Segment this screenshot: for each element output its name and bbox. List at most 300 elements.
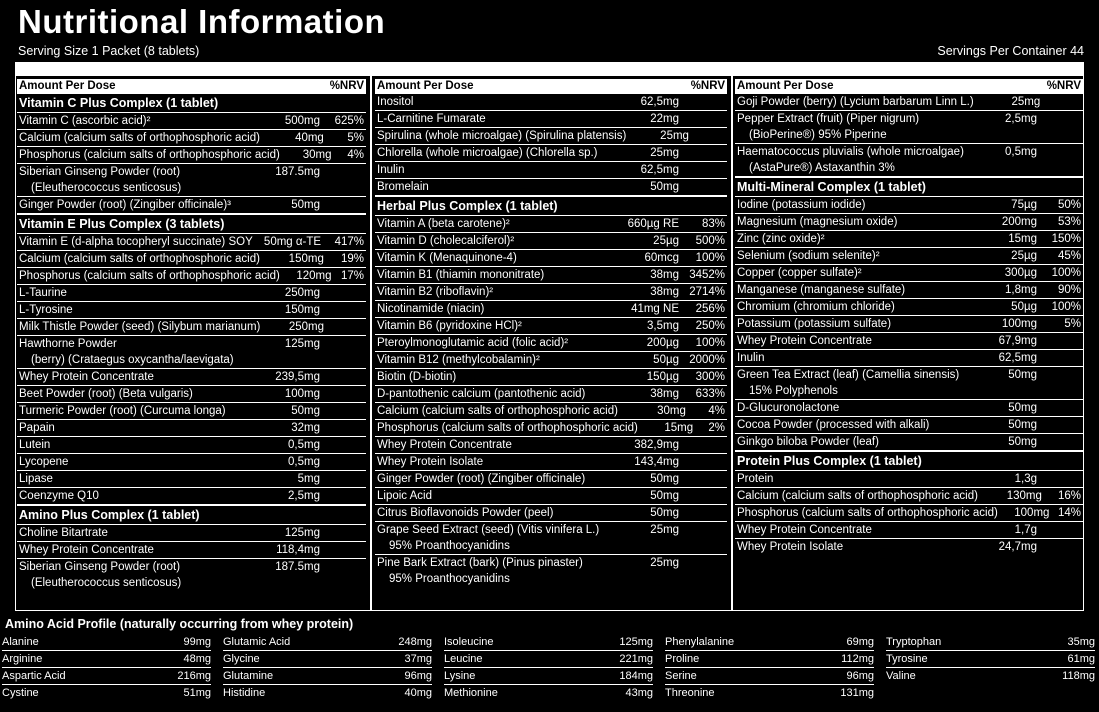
nutrient-amount: 67,9mg [998, 335, 1037, 347]
nutrient-row [375, 385, 727, 402]
amino-name: Tryptophan [886, 636, 942, 648]
nutrient-amount: 300µg [1004, 267, 1037, 279]
nutrient-name [737, 94, 974, 110]
amino-amount: 40mg [404, 687, 432, 699]
nutrient-name-text: L-Carnitine Fumarate [377, 113, 486, 125]
nutrient-row [735, 230, 1083, 247]
nutrient-row [735, 281, 1083, 298]
nutrient-row [735, 504, 1083, 521]
nutrient-row [17, 524, 366, 541]
nutrient-name-text: Papain [19, 422, 55, 434]
nutrient-amount: 38mg [650, 269, 679, 281]
nutrient-amount: 250mg [284, 287, 320, 299]
nutrient-name-text: Inulin [737, 352, 765, 364]
nutrient-row [375, 110, 727, 127]
nutrient-row [17, 318, 366, 335]
amino-name: Arginine [2, 653, 43, 665]
nutrient-row [735, 213, 1083, 230]
nutrient-name [19, 420, 250, 436]
nutrient-amount: 120mg [296, 270, 332, 282]
amino-row [2, 651, 211, 668]
amino-name: Leucine [444, 653, 483, 665]
column-1 [17, 79, 366, 591]
nutrient-row [17, 335, 366, 368]
nutrient-name-text: Lipoic Acid [377, 490, 432, 502]
nutrient-name [737, 333, 965, 349]
nutrient-name-text: Iodine (potassium iodide) [737, 199, 866, 211]
nutrient-name-text: Calcium (calcium salts of orthophosphoric acid) [737, 490, 978, 502]
nutrient-name-sub: 15% Polyphenols [749, 385, 838, 397]
amino-amount: 221mg [619, 653, 653, 665]
nutrient-name-text: Vitamin E (d-alpha tocopheryl succinate) SOY [19, 236, 253, 248]
nutrient-amount: 100mg [1014, 507, 1050, 519]
nutrient-amount: 50mg [1008, 436, 1037, 448]
nutrient-name [737, 367, 965, 399]
nutrient-row [375, 300, 727, 317]
nutrient-name [377, 301, 599, 317]
nutrient-name-text: Calcium (calcium salts of orthophosphoric acid) [377, 405, 618, 417]
amino-amount: 125mg [619, 636, 653, 648]
nutrient-amount: 3,5mg [647, 320, 679, 332]
nutrient-row [375, 161, 727, 178]
nutrient-name-sub: 95% Proanthocyanidins [389, 540, 510, 552]
nutrient-nrv: 150% [1051, 233, 1081, 245]
amino-amount: 35mg [1067, 636, 1095, 648]
nutrient-name-text: Phosphorus (calcium salts of orthophosphoric acid) [377, 422, 638, 434]
nutrient-name-text: Pteroylmonoglutamic acid (folic acid)² [377, 337, 569, 349]
nutrient-amount: 118,4mg [276, 544, 320, 556]
nutrient-amount: 200mg [1001, 216, 1037, 228]
nutrient-name-text: Phosphorus (calcium salts of orthophosphoric acid) [19, 270, 280, 282]
nutrient-amount: 0,5mg [1005, 146, 1037, 158]
amino-amount: 51mg [183, 687, 211, 699]
nutrient-row [735, 264, 1083, 281]
nutrient-amount: 187.5mg [275, 561, 320, 573]
nutrient-name-text: Grape Seed Extract (seed) (Vitis vinifera L.) [377, 524, 600, 536]
nutrient-name [19, 488, 250, 504]
nutrient-amount: 1,7g [1014, 524, 1037, 536]
nutrient-name-text: Goji Powder (berry) (Lycium barbarum Linn L.) [737, 96, 974, 108]
nutrient-name [377, 233, 599, 249]
nutrient-amount: 32mg [291, 422, 320, 434]
nutrient-name [19, 285, 250, 301]
amino-amount: 216mg [177, 670, 211, 682]
nutrient-name [19, 197, 250, 213]
nutrient-name [737, 505, 998, 521]
nutrient-amount: 50mg [291, 405, 320, 417]
nutrient-nrv: 2714% [689, 286, 725, 298]
nutrient-name [377, 267, 599, 283]
nutrient-name [737, 471, 965, 487]
nutrient-row [375, 94, 727, 110]
nutrient-amount: 15mg [1008, 233, 1037, 245]
amino-amount: 61mg [1067, 653, 1095, 665]
nutrient-nrv: 53% [1057, 216, 1081, 228]
nutrient-amount: 25mg [650, 524, 680, 536]
nutrient-name-text: Siberian Ginseng Powder (root) [19, 561, 181, 573]
nutrient-nrv: 250% [695, 320, 725, 332]
amino-amount: 48mg [183, 653, 211, 665]
nutrient-amount: 660µg RE [627, 218, 679, 230]
nutrient-name [737, 488, 978, 504]
nutrient-row [735, 349, 1083, 366]
nutrient-row [375, 232, 727, 249]
nutrient-row [735, 399, 1083, 416]
nutrient-amount: 100mg [284, 388, 320, 400]
nutrient-name [19, 302, 250, 318]
nutrient-amount: 125mg [284, 527, 320, 539]
nutrient-name-text: Vitamin A (beta carotene)² [377, 218, 510, 230]
nutrient-name [19, 130, 260, 146]
nutrient-name [377, 250, 599, 266]
nutrient-amount: 187.5mg [275, 166, 320, 178]
nutrient-name [377, 318, 599, 334]
nutrient-amount: 50mg [650, 490, 679, 502]
nutrient-row [17, 368, 366, 385]
nutrient-row [17, 470, 366, 487]
nutrient-name-text: Ginkgo biloba Powder (leaf) [737, 436, 879, 448]
nutrient-row [17, 250, 366, 267]
nutrient-row [375, 351, 727, 368]
amino-name: Isoleucine [444, 636, 494, 648]
nutrient-name-text: Copper (copper sulfate)² [737, 267, 862, 279]
section-title: Amino Plus Complex (1 tablet) [17, 504, 366, 524]
nutrient-amount: 41mg NE [631, 303, 679, 315]
nutrient-name [737, 248, 965, 264]
nutrient-row [375, 504, 727, 521]
nutrient-name [377, 162, 599, 178]
amino-amount: 112mg [841, 653, 874, 665]
nrv-label: %NRV [1046, 80, 1081, 92]
amino-row [886, 651, 1095, 668]
nutrient-name [19, 437, 250, 453]
nutrient-name [377, 128, 626, 144]
section-title: Vitamin E Plus Complex (3 tablets) [17, 213, 366, 233]
amino-amount: 99mg [183, 636, 211, 648]
nutrient-name-text: Vitamin B6 (pyridoxine HCl)² [377, 320, 522, 332]
nutrient-row [17, 233, 366, 250]
nutrient-name-text: Vitamin D (cholecalciferol)² [377, 235, 515, 247]
nutrient-name-text: Pine Bark Extract (bark) (Pinus pinaster) [377, 557, 583, 569]
amino-row [665, 668, 874, 685]
amino-row [444, 685, 653, 701]
nutrient-nrv: 5% [1064, 318, 1081, 330]
nutrient-name [19, 525, 250, 541]
nutrient-name-text: Choline Bitartrate [19, 527, 108, 539]
nutrient-name [19, 559, 250, 591]
nutrient-nrv: 100% [695, 252, 725, 264]
nutrient-row [735, 521, 1083, 538]
nutrient-nrv: 2% [708, 422, 725, 434]
amino-name: Proline [665, 653, 700, 665]
nutrient-name [19, 542, 250, 558]
nutrient-amount: 30mg [657, 405, 686, 417]
amino-name: Tyrosine [886, 653, 928, 665]
nutrient-amount: 50mg [291, 199, 320, 211]
nutrient-amount: 75µg [1011, 199, 1037, 211]
amino-name: Phenylalanine [665, 636, 735, 648]
nutrient-name-text: Whey Protein Concentrate [19, 371, 154, 383]
amino-row [444, 651, 653, 668]
servings-per-container: Servings Per Container 44 [937, 44, 1084, 58]
nutrient-name-text: Nicotinamide (niacin) [377, 303, 485, 315]
nutrient-amount: 40mg [295, 132, 324, 144]
nutrient-name [377, 403, 618, 419]
nutrient-nrv: 83% [701, 218, 725, 230]
nutrient-name [19, 113, 250, 129]
amino-name: Glutamic Acid [223, 636, 291, 648]
nutrient-name-text: Whey Protein Isolate [377, 456, 484, 468]
nutrient-row [375, 402, 727, 419]
nutrient-name-sub: 95% Proanthocyanidins [389, 573, 510, 585]
nutrient-nrv: 4% [708, 405, 725, 417]
nutrient-name-text: Whey Protein Isolate [737, 541, 844, 553]
nutrient-name [377, 437, 599, 453]
nutrient-nrv: 50% [1057, 199, 1081, 211]
nutrient-name-text: Inulin [377, 164, 405, 176]
nutrient-row [17, 129, 366, 146]
nutrient-name [377, 505, 599, 521]
nutrient-name-text: Vitamin B2 (riboflavin)² [377, 286, 494, 298]
nutrient-amount: 150µg [646, 371, 679, 383]
amino-column [665, 634, 874, 701]
nutrient-row [17, 402, 366, 419]
amino-amount: 37mg [404, 653, 432, 665]
nutrient-name-text: Beet Powder (root) (Beta vulgaris) [19, 388, 193, 400]
nutrient-row [375, 266, 727, 283]
amino-row [223, 668, 432, 685]
nutrient-name [377, 522, 599, 554]
nutrient-row [375, 334, 727, 351]
nutrient-amount: 500mg [284, 115, 320, 127]
nutrient-row [17, 112, 366, 129]
nutrient-name [737, 197, 965, 213]
amino-row [444, 634, 653, 651]
nutrient-nrv: 100% [1051, 301, 1081, 313]
nutrient-amount: 143,4mg [634, 456, 679, 468]
amino-name: Lysine [444, 670, 476, 682]
nutrient-name [737, 400, 965, 416]
nutrient-name-text: Manganese (manganese sulfate) [737, 284, 906, 296]
nutrient-name [737, 316, 965, 332]
nutrient-name [377, 454, 599, 470]
nutrient-amount: 24,7mg [998, 541, 1037, 553]
nutrient-name [377, 555, 599, 587]
amino-row [2, 685, 211, 701]
amino-amount: 184mg [619, 670, 653, 682]
nutrient-nrv: 14% [1057, 507, 1081, 519]
column-header [375, 79, 727, 94]
nutrient-amount: 25mg [1011, 96, 1041, 108]
amino-row [444, 668, 653, 685]
amino-column [444, 634, 653, 701]
nutrient-name [377, 145, 599, 161]
nutrient-name [19, 454, 250, 470]
nutrient-row [17, 487, 366, 504]
nutrient-nrv: 417% [334, 236, 364, 248]
nutrient-amount: 38mg [650, 286, 679, 298]
nutrient-amount: 1,3g [1014, 473, 1037, 485]
nutrient-amount: 60mcg [644, 252, 679, 264]
nutrient-row [375, 215, 727, 232]
section-title: Vitamin C Plus Complex (1 tablet) [19, 96, 219, 110]
nutrient-amount: 30mg [302, 149, 332, 161]
amino-name: Valine [886, 670, 916, 682]
nutrient-name-text: Haematococcus pluvialis (whole microalgae) [737, 146, 964, 158]
nutrient-nrv: 3452% [689, 269, 725, 281]
nutrient-nrv: 256% [695, 303, 725, 315]
nutrient-name-text: Vitamin C (ascorbic acid)² [19, 115, 151, 127]
nutrient-row [17, 541, 366, 558]
nutrient-nrv: 5% [347, 132, 364, 144]
nutrient-nrv: 633% [695, 388, 725, 400]
amino-row [665, 685, 874, 701]
nutrient-amount: 22mg [650, 113, 679, 125]
amino-row [886, 668, 1095, 684]
nutrient-amount: 50mg [1008, 402, 1037, 414]
amino-row [2, 668, 211, 685]
amino-row [223, 685, 432, 701]
nutrient-row [735, 366, 1083, 399]
nutrient-amount: 150mg [288, 253, 324, 265]
nutrient-name [377, 179, 599, 195]
nutrient-name [737, 539, 965, 555]
nutrient-amount: 125mg [284, 338, 320, 350]
nutrient-name-text: Whey Protein Concentrate [377, 439, 512, 451]
nutrient-name [19, 251, 260, 267]
page-title: Nutritional Information [18, 3, 386, 40]
nutrient-amount: 62,5mg [998, 352, 1037, 364]
nutrient-name-text: Whey Protein Concentrate [737, 524, 872, 536]
nutrient-row [375, 554, 727, 587]
nutrient-row [17, 436, 366, 453]
nutrient-name [377, 352, 599, 368]
nutrient-row [375, 521, 727, 554]
column-header [735, 79, 1083, 94]
nutrient-nrv: 17% [340, 270, 364, 282]
nutrient-name-text: Magnesium (magnesium oxide) [737, 216, 898, 228]
nutrient-name-text: Cocoa Powder (processed with alkali) [737, 419, 930, 431]
nutrient-amount: 25mg [650, 147, 679, 159]
nutrient-name-text: Protein [737, 473, 774, 485]
nutrient-name [19, 319, 260, 335]
nutrient-name-text: Coenzyme Q10 [19, 490, 99, 502]
nutrient-name-text: Calcium (calcium salts of orthophosphoric acid) [19, 132, 260, 144]
column-3 [735, 79, 1083, 555]
nutrient-row [735, 110, 1083, 143]
nutrient-row [735, 196, 1083, 213]
nutrient-amount: 50µg [653, 354, 679, 366]
nutrient-name [377, 386, 599, 402]
amino-column [223, 634, 432, 701]
nutrient-name-text: Vitamin K (Menaquinone-4) [377, 252, 517, 264]
nutrient-name-text: Zinc (zinc oxide)² [737, 233, 825, 245]
amino-amount: 118mg [1062, 670, 1095, 682]
amino-name: Methionine [444, 687, 498, 699]
nutrient-row [17, 558, 366, 591]
nutrient-name-text: Pepper Extract (fruit) (Piper nigrum) [737, 113, 920, 125]
nutrient-name-text: D-pantothenic calcium (pantothenic acid) [377, 388, 586, 400]
nutrient-name [737, 434, 965, 450]
nutrient-name-text: Green Tea Extract (leaf) (Camellia sinensis) [737, 369, 960, 381]
nutrient-amount: 0,5mg [288, 456, 320, 468]
nutrient-nrv: 500% [695, 235, 725, 247]
amino-amount: 69mg [846, 636, 874, 648]
nrv-label: %NRV [329, 80, 364, 92]
nutrient-name-text: Whey Protein Concentrate [19, 544, 154, 556]
nutrient-name-text: Spirulina (whole microalgae) (Spirulina platensis) [377, 130, 627, 142]
nutrient-amount: 62,5mg [640, 164, 679, 176]
nutrient-row [735, 332, 1083, 349]
nutrient-name-text: Vitamin B12 (methylcobalamin)² [377, 354, 540, 366]
nutrient-row [17, 267, 366, 284]
amino-row [2, 634, 211, 651]
serving-size: Serving Size 1 Packet (8 tablets) [18, 44, 200, 58]
nutrient-name [19, 369, 250, 385]
nutrient-row [375, 178, 727, 195]
nutrient-name [737, 522, 965, 538]
nutrient-nrv: 2000% [689, 354, 725, 366]
nutrient-name [377, 420, 638, 436]
nutrient-name-text: Hawthorne Powder [19, 338, 117, 350]
amino-row [886, 634, 1095, 651]
amino-row [223, 651, 432, 668]
nutrient-row [375, 453, 727, 470]
nutrient-name-text: Phosphorus (calcium salts of orthophosphoric acid) [737, 507, 998, 519]
nutrient-name-text: Citrus Bioflavonoids Powder (peel) [377, 507, 554, 519]
nutrient-amount: 25µg [653, 235, 679, 247]
nutrient-name-text: Potassium (potassium sulfate) [737, 318, 892, 330]
nutrient-name [19, 403, 250, 419]
nutrient-row [375, 419, 727, 436]
amino-name: Glutamine [223, 670, 274, 682]
nutrient-amount: 50mg [650, 181, 679, 193]
nutrient-name-text: Ginger Powder (root) (Zingiber officinale)³ [19, 199, 231, 211]
nutrient-name-text: Inositol [377, 96, 414, 108]
nutrient-name [19, 147, 280, 163]
nutrient-row [17, 163, 366, 196]
nutrient-amount: 2,5mg [288, 490, 320, 502]
nutrient-name-text: Vitamin B1 (thiamin mononitrate) [377, 269, 545, 281]
amino-row [665, 634, 874, 651]
amino-row [665, 651, 874, 668]
nutrient-amount: 2,5mg [1005, 113, 1037, 125]
nutrient-name [377, 488, 599, 504]
nutrient-amount: 130mg [1006, 490, 1042, 502]
amino-name: Threonine [665, 687, 715, 699]
nutrient-name [19, 164, 250, 196]
nutrient-nrv: 300% [695, 371, 725, 383]
nutrient-row [375, 249, 727, 266]
nutrient-name-text: Chlorella (whole microalgae) (Chlorella sp.) [377, 147, 598, 159]
amino-name: Aspartic Acid [2, 670, 66, 682]
amino-name: Alanine [2, 636, 39, 648]
nutrient-nrv: 16% [1057, 490, 1081, 502]
nutrient-nrv: 19% [340, 253, 364, 265]
nutrient-name-text: Lutein [19, 439, 51, 451]
nutrient-name [377, 284, 599, 300]
section-title: Herbal Plus Complex (1 tablet) [375, 195, 727, 215]
nutrient-name [737, 214, 965, 230]
nutrient-amount: 250mg [288, 321, 324, 333]
amino-table [2, 634, 1098, 701]
nutrient-amount: 1,8mg [1005, 284, 1037, 296]
amount-per-dose-label: Amount Per Dose [19, 80, 116, 92]
nutrient-name-text: Milk Thistle Powder (seed) (Silybum marianum) [19, 321, 261, 333]
nutrient-amount: 25mg [660, 130, 689, 142]
amino-name: Cystine [2, 687, 39, 699]
nutrient-name-text: Whey Protein Concentrate [737, 335, 872, 347]
